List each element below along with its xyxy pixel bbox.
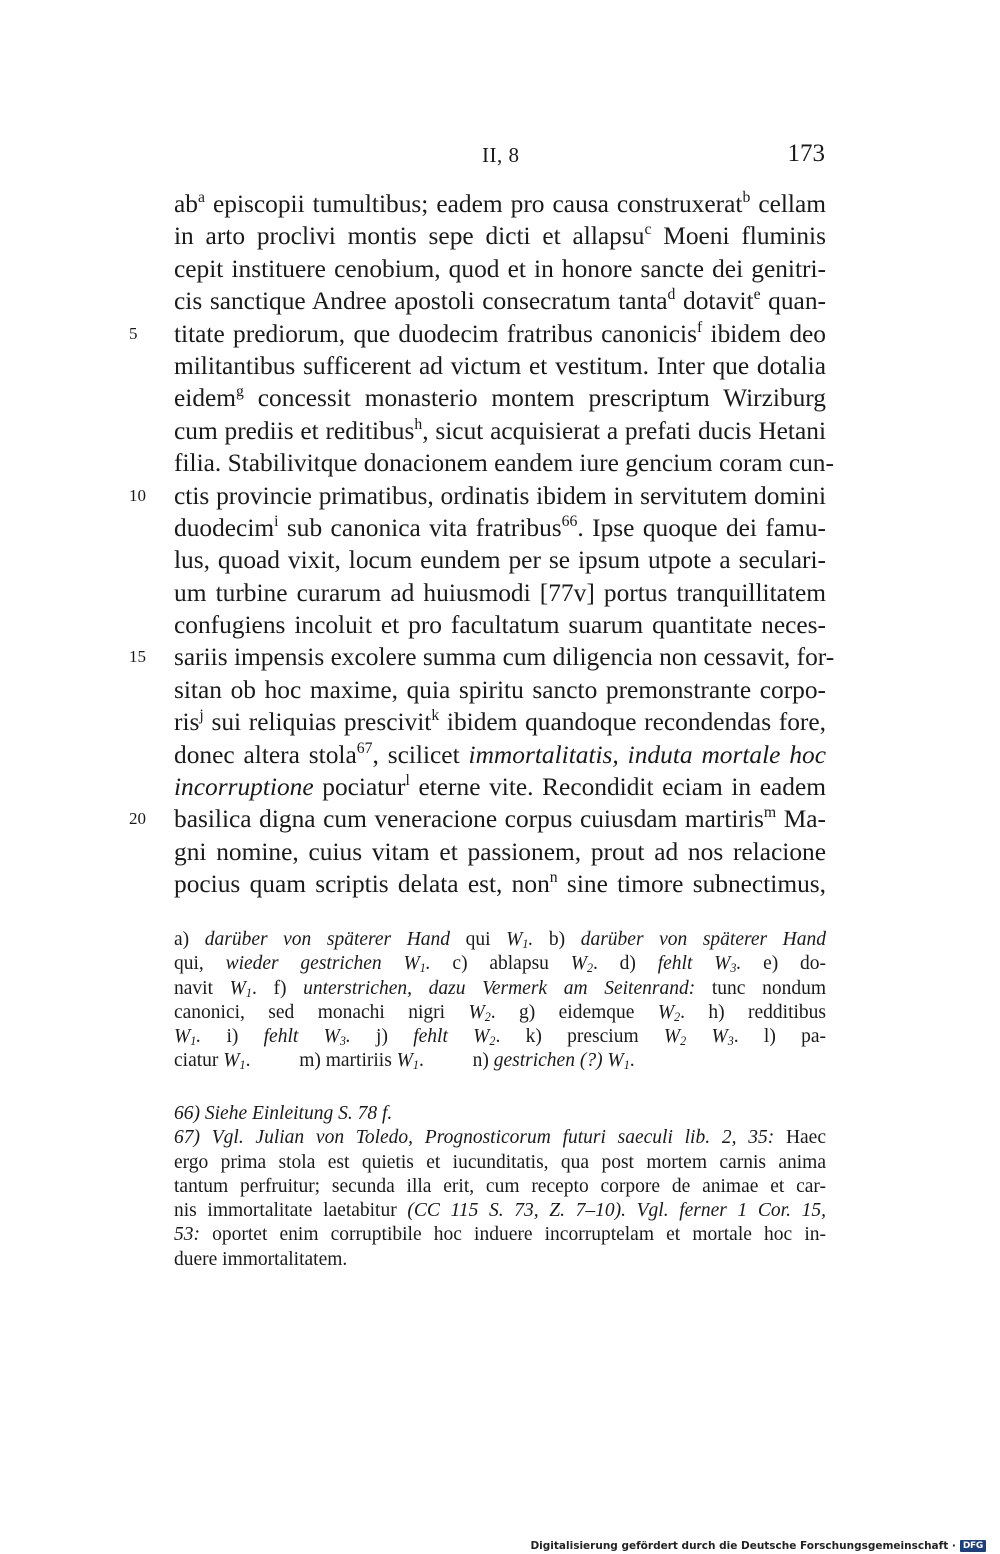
commentary-notes bbox=[174, 1102, 826, 1272]
text-line: 5 titate prediorum, que duodecim fratribus canonicis$^f$ ibidem deo bbox=[174, 318, 826, 350]
page-header bbox=[0, 140, 1000, 173]
text-line: pocius quam scriptis delata est, non$^n$ sine timore subnectimus, bbox=[174, 868, 826, 899]
apparatus-line: navit $W_1$. f) unterstrichen, dazu Vermerk am Seitenrand: tunc nondum bbox=[174, 977, 826, 1000]
apparatus-line: a) darüber von späterer Hand qui $W_1$. b) darüber von späterer Hand bbox=[174, 929, 827, 952]
text-line: ris$^j$ sui reliquias prescivit$^k$ ibidem quandoque recondendas fore, bbox=[174, 707, 826, 737]
note-line: tantum perfruitur; secunda illa erit, cum recepto corpore de animae et car- bbox=[174, 1175, 826, 1197]
text-line: 15 sariis impensis excolere summa cum diligencia non cessavit, for- bbox=[174, 641, 826, 673]
text-line: lus, quoad vixit, locum eundem per se ipsum utpote a seculari- bbox=[174, 546, 826, 575]
apparatus-line: canonici, sed monachi nigri $W_2$. g) eidemque $W_2$. h) redditibus bbox=[174, 1001, 827, 1024]
credit-text: Digitalisierung gefördert durch die Deutsche Forschungsgemeinschaft · bbox=[530, 1540, 956, 1552]
apparatus-line: $W_1$. i) fehlt $W_3$. j) fehlt $W_2$. k) prescium $W_2$ $W_3$. l) pa- bbox=[174, 1026, 827, 1049]
critical-apparatus bbox=[174, 928, 826, 1074]
digitization-credit bbox=[530, 1539, 986, 1553]
text-line: cum prediis et reditibus$^h$, sicut acquisierat a prefati ducis Hetani bbox=[174, 415, 827, 445]
note-67: 67) Vgl. Julian von Toledo, Prognosticorum futuri saeculi lib. 2, 35: Haec bbox=[174, 1127, 826, 1149]
dfg-logo-icon: DFG bbox=[960, 1540, 986, 1552]
text-line: 20 basilica digna cum veneracione corpus cuiusdam martiris$^m$ Ma- bbox=[174, 803, 826, 835]
page-number: 173 bbox=[787, 140, 825, 167]
note-line: ergo prima stola est quietis et iucunditatis, qua post mortem carnis anima bbox=[174, 1151, 826, 1173]
text-line: 10 ctis provincie primatibus, ordinatis ibidem in servitutem domini bbox=[174, 480, 826, 512]
apparatus-line: qui, wieder gestrichen $W_1$. c) ablapsu $W_2$. d) fehlt $W_3$. e) do- bbox=[174, 953, 827, 976]
text-line: eidem$^g$ concessit monasterio montem prescriptum Wirziburg bbox=[174, 383, 826, 413]
text-line: militantibus sufficerent ad victum et vestitum. Inter que dotalia bbox=[174, 351, 826, 380]
note-line: duere immortalitatem. bbox=[174, 1248, 348, 1270]
line-number: 20 bbox=[129, 809, 146, 829]
text-line: $ab^a$ episcopii tumultibus; eadem pro causa construxerat$^b$ cellam bbox=[174, 188, 827, 218]
line-number: 5 bbox=[129, 323, 138, 343]
text-line: cepit instituere cenobium, quod et in honore sancte dei genitri- bbox=[174, 254, 826, 283]
line-number: 10 bbox=[129, 485, 146, 505]
line-number: 15 bbox=[129, 647, 146, 667]
running-head: II, 8 bbox=[482, 143, 520, 167]
text-line: donec altera stola$^{67}$, scilicet immortalitatis, induta mortale hoc bbox=[174, 739, 826, 769]
text-line: incorruptione pociatur$^l$ eterne vite. Recondidit eciam in eadem bbox=[174, 771, 826, 802]
text-line: gni nomine, cuius vitam et passionem, prout ad nos relacione bbox=[174, 837, 826, 866]
text-line: confugiens incoluit et pro facultatum suarum quantitate neces- bbox=[174, 611, 826, 640]
text-line: sitan ob hoc maxime, quia spiritu sancto premonstrante corpo- bbox=[174, 675, 826, 704]
text-line: filia. Stabilivitque donacionem eandem iure gencium coram cun- bbox=[174, 449, 834, 478]
main-text bbox=[129, 188, 835, 901]
text-line: cis sanctique Andree apostoli consecratum tanta$^d$ dotavit$^e$ quan- bbox=[174, 285, 826, 316]
text-line: in arto proclivi montis sepe dicti et allapsu$^c$ Moeni fluminis bbox=[174, 221, 826, 251]
note-line: 53: oportet enim corruptibile hoc induere incorruptelam et mortale hoc in- bbox=[174, 1224, 826, 1246]
text-line: duodecim$^i$ sub canonica vita fratribus$^{66}$. Ipse quoque dei famu- bbox=[174, 512, 826, 542]
text-line: um turbine curarum ad huiusmodi [77v] portus tranquillitatem bbox=[174, 578, 826, 607]
note-line: nis immortalitate laetabitur (CC 115 S. 73, Z. 7–10). Vgl. ferner 1 Cor. 15, bbox=[174, 1200, 826, 1222]
apparatus-line: ciatur $W_1$. m) martiriis $W_1$. n) gestrichen (?) $W_1$. bbox=[174, 1050, 635, 1073]
note-66: 66) Siehe Einleitung S. 78 f. bbox=[174, 1103, 393, 1124]
